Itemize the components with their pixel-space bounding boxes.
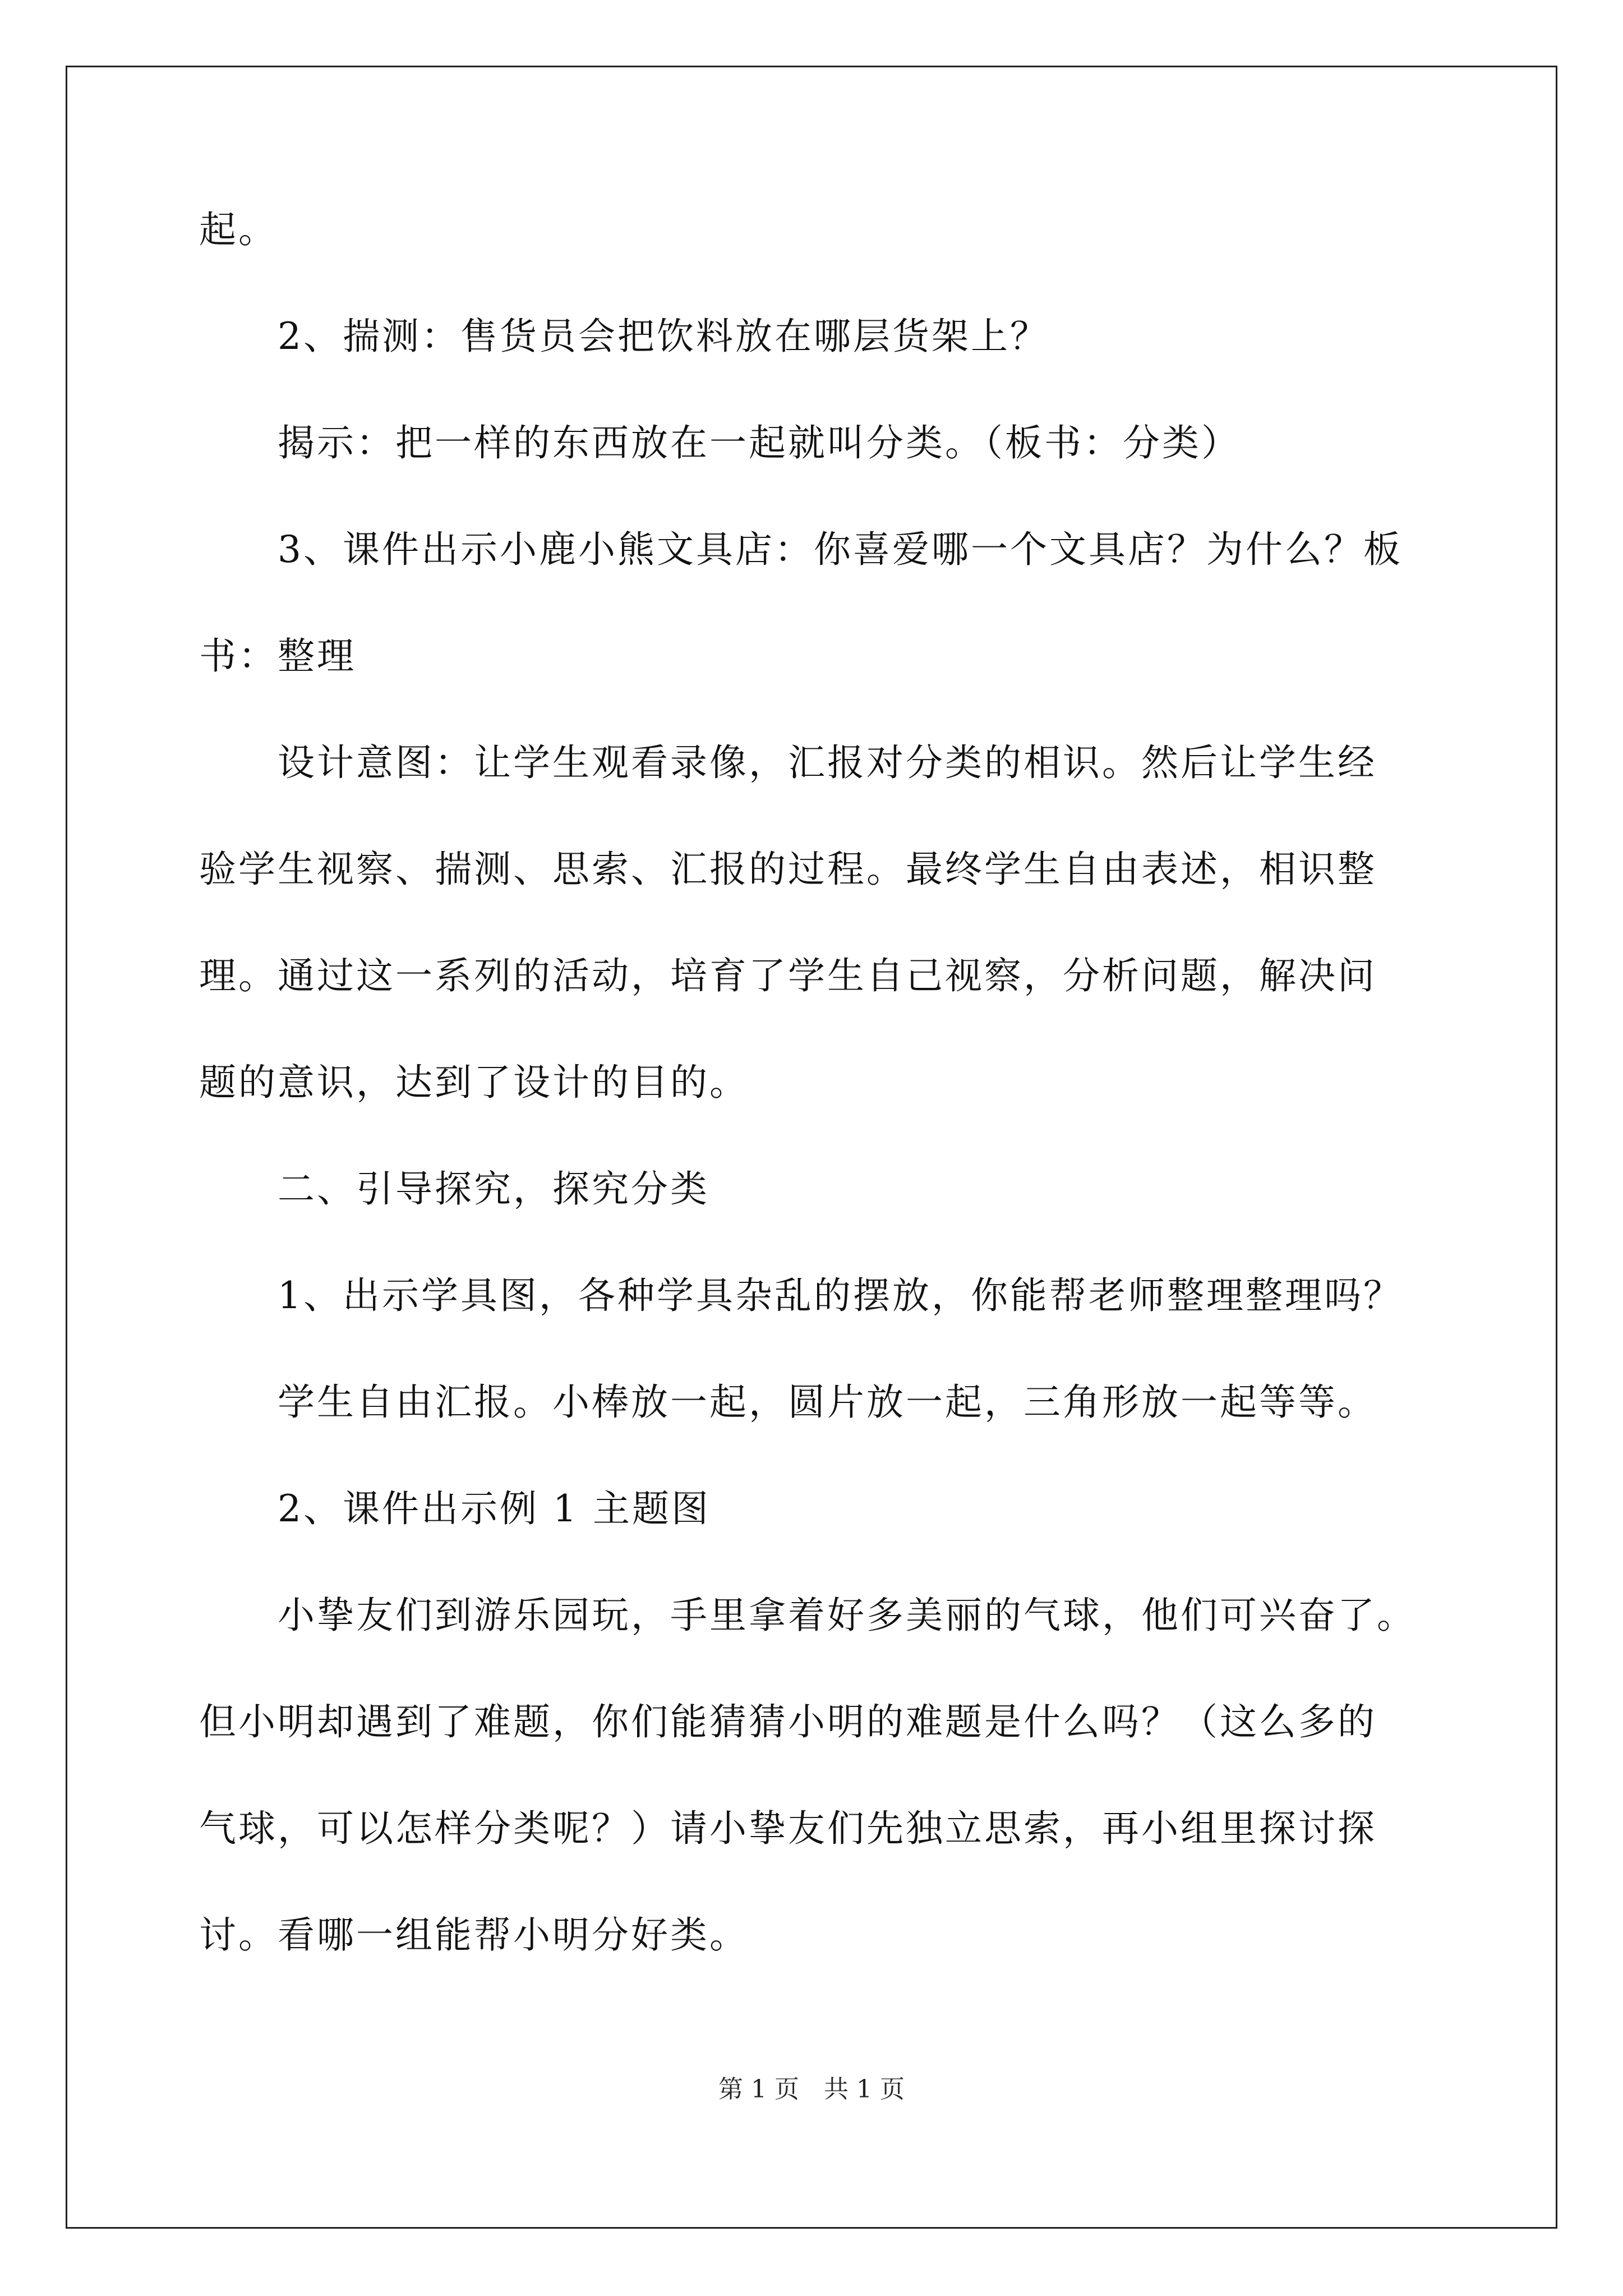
text-line: 起。 — [199, 208, 278, 251]
section-heading: 二、引导探究，探究分类 — [278, 1167, 709, 1211]
text-line: 验学生视察、揣测、思索、汇报的过程。最终学生自由表述，相识整 — [199, 848, 1377, 891]
text-line: 但小明却遇到了难题，你们能猜猜小明的难题是什么吗？（这么多的 — [199, 1700, 1377, 1743]
text-line: 书：整理 — [199, 634, 356, 678]
text-line: 3、课件出示小鹿小熊文具店：你喜爱哪一个文具店？为什么？板 — [278, 528, 1403, 571]
text-line: 题的意识，达到了设计的目的。 — [199, 1061, 749, 1104]
text-line: 气球，可以怎样分类呢？）请小挚友们先独立思索，再小组里探讨探 — [199, 1807, 1377, 1850]
text-line: 1、出示学具图，各种学具杂乱的摆放，你能帮老师整理整理吗？ — [278, 1274, 1403, 1317]
text-line: 小挚友们到游乐园玩，手里拿着好多美丽的气球，他们可兴奋了。 — [278, 1594, 1416, 1637]
text-line: 2、课件出示例 1 主题图 — [278, 1487, 711, 1530]
text-line: 理。通过这一系列的活动，培育了学生自己视察，分析问题，解决问 — [199, 954, 1377, 997]
text-line: 学生自由汇报。小棒放一起，圆片放一起，三角形放一起等等。 — [278, 1381, 1377, 1424]
page-border — [66, 66, 1557, 2229]
text-line: 讨。看哪一组能帮小明分好类。 — [199, 1913, 749, 1957]
text-line: 设计意图：让学生观看录像，汇报对分类的相识。然后让学生经 — [278, 741, 1377, 784]
text-line: 揭示：把一样的东西放在一起就叫分类。（板书：分类） — [278, 421, 1241, 464]
text-line: 2、揣测：售货员会把饮料放在哪层货架上？ — [278, 315, 1049, 358]
page-number-footer: 第 1 页 共 1 页 — [718, 2075, 905, 2104]
